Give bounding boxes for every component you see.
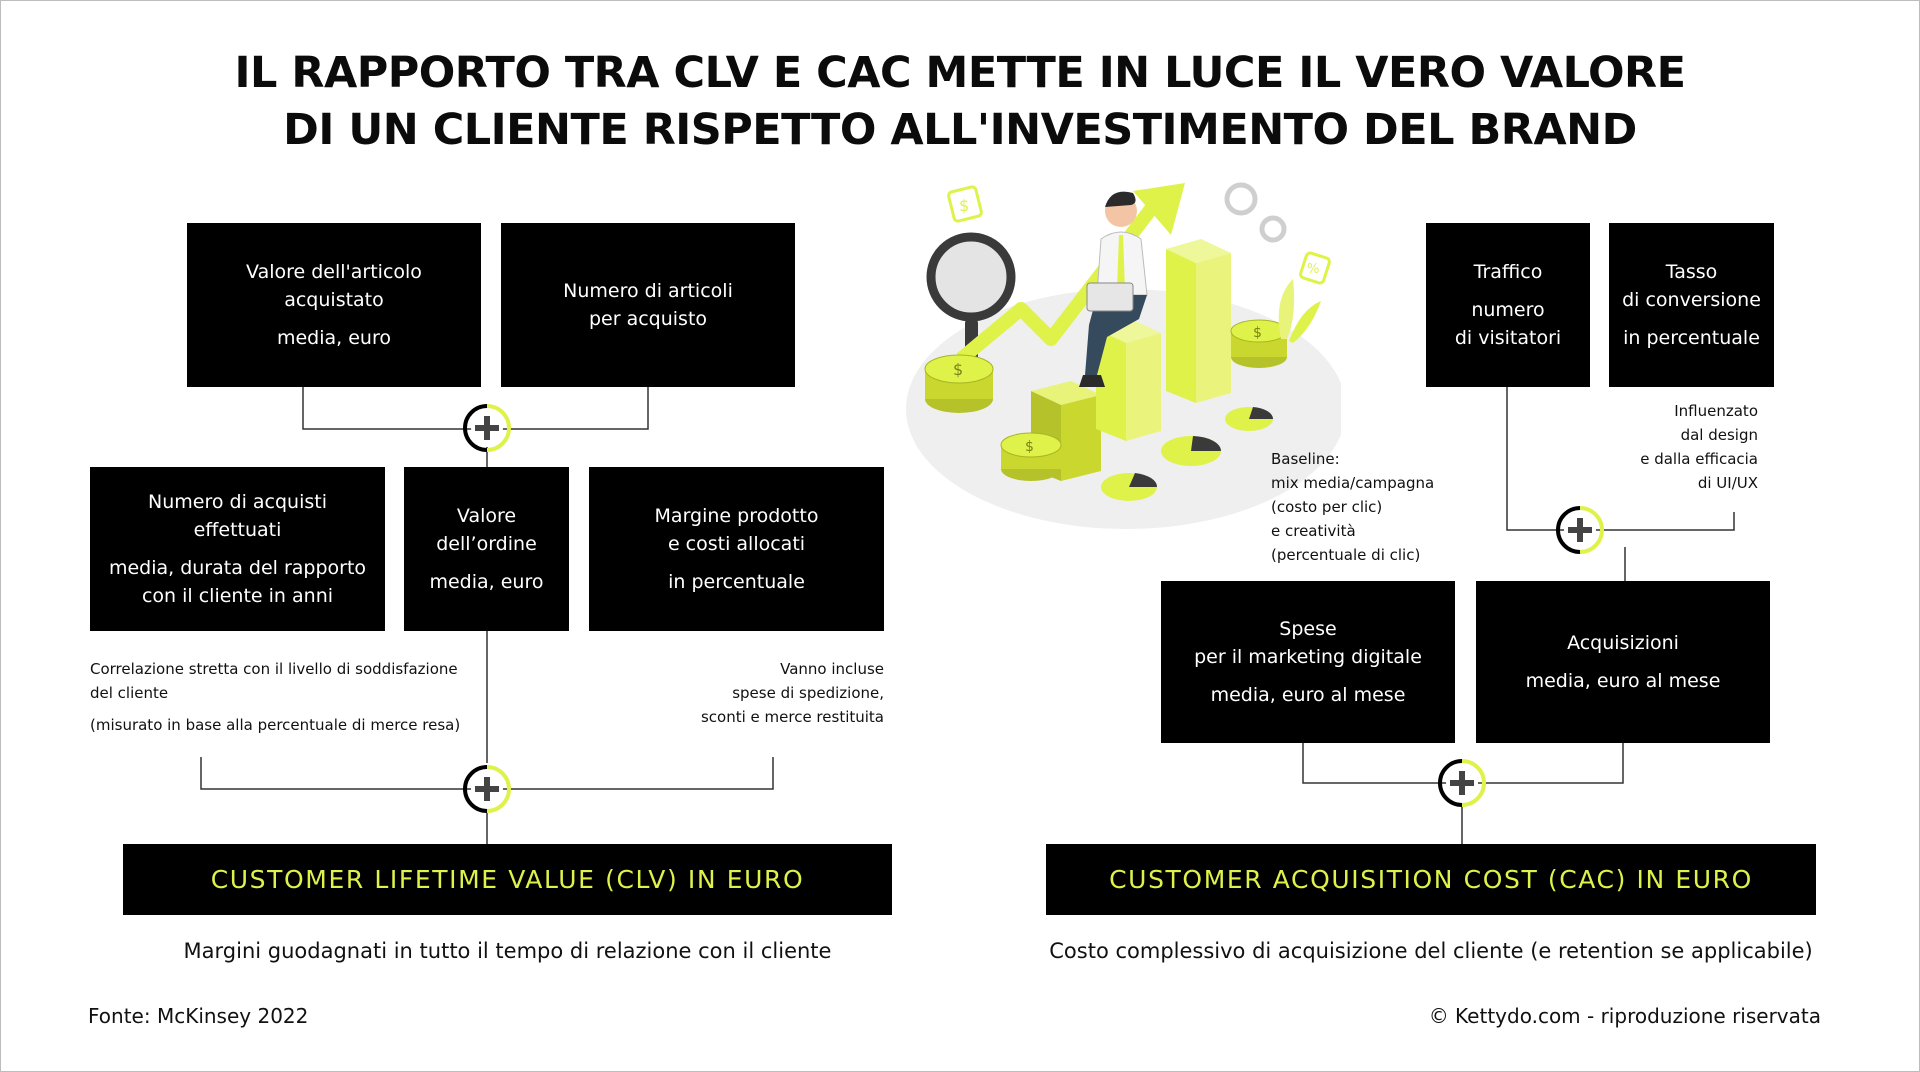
box-digital-marketing-spend	[1161, 581, 1455, 743]
box-acquisitions	[1476, 581, 1770, 743]
coin-stack-icon	[1001, 433, 1061, 481]
pie-chart-icon	[1225, 407, 1273, 431]
box-line: effettuati	[193, 519, 282, 541]
percent-badge-icon	[1300, 252, 1331, 284]
box-margin	[589, 467, 884, 631]
box-order-value	[404, 467, 569, 631]
box-line: acquistato	[284, 289, 384, 311]
dollar-badge-icon	[948, 186, 982, 222]
note-costs-included	[641, 657, 884, 729]
box-line: Numero di articoli	[563, 280, 733, 302]
note-satisfaction	[90, 657, 460, 737]
box-conversion-rate	[1609, 223, 1774, 387]
svg-text:$: $	[953, 360, 964, 379]
clv-caption: Margini guodagnati in tutto il tempo di relazione con il cliente	[183, 939, 832, 963]
title-line-1: IL RAPPORTO TRA CLV E CAC METTE IN LUCE IL VERO VALORE	[234, 48, 1686, 98]
box-line: Valore dell'articolo	[246, 261, 422, 283]
box-line: Margine prodotto	[654, 505, 819, 527]
box-line: Tasso	[1665, 261, 1718, 283]
box-article-value	[187, 223, 481, 387]
box-line: Acquisizioni	[1567, 632, 1679, 654]
cac-result-bar: CUSTOMER ACQUISITION COST (CAC) IN EURO	[1046, 844, 1816, 915]
note-line: Correlazione stretta con il livello di soddisfazione	[90, 660, 458, 678]
coin-stack-icon	[925, 355, 993, 413]
box-line: in percentuale	[1623, 327, 1760, 349]
box-line: per acquisto	[588, 308, 708, 330]
note-line: (misurato in base alla percentuale di merce resa)	[90, 716, 461, 734]
plus-icon	[1438, 759, 1486, 807]
box-line: dell’ordine	[436, 533, 537, 555]
box-line: media, durata del rapporto	[108, 557, 367, 579]
box-line: di conversione	[1622, 289, 1761, 311]
box-line: Traffico	[1473, 261, 1543, 283]
box-line: Spese	[1279, 618, 1337, 640]
box-line: per il marketing digitale	[1194, 646, 1422, 668]
plus-icon	[463, 404, 511, 452]
note-line: dal design	[1680, 426, 1758, 444]
svg-text:%: %	[1307, 262, 1320, 277]
box-line: Valore	[456, 505, 517, 527]
note-line: sconti e merce restituita	[700, 708, 884, 726]
footer-source: Fonte: McKinsey 2022	[88, 1004, 309, 1028]
note-line: Influenzato	[1674, 402, 1758, 420]
svg-text:$: $	[1253, 325, 1262, 341]
pie-chart-icon	[1101, 473, 1157, 501]
box-traffic	[1426, 223, 1590, 387]
cac-caption: Costo complessivo di acquisizione del cliente (e retention se applicabile)	[1049, 939, 1813, 963]
box-purchases	[90, 467, 385, 631]
clv-result-bar: CUSTOMER LIFETIME VALUE (CLV) IN EURO	[123, 844, 892, 915]
coin-stack-icon	[1231, 320, 1287, 368]
box-line: e costi allocati	[667, 533, 806, 555]
note-line: spese di spedizione,	[732, 684, 884, 702]
note-line: Vanno incluse	[780, 660, 884, 678]
pie-chart-icon	[1161, 436, 1221, 466]
box-line: numero	[1471, 299, 1545, 321]
note-line: (percentuale di clic)	[1271, 546, 1421, 564]
note-line: del cliente	[90, 684, 169, 702]
box-line: media, euro al mese	[1525, 670, 1721, 692]
note-baseline	[1271, 447, 1434, 567]
box-line: media, euro al mese	[1210, 684, 1406, 706]
note-line: mix media/campagna	[1271, 474, 1435, 492]
box-line: media, euro	[429, 571, 544, 593]
note-line: (costo per clic)	[1271, 498, 1383, 516]
title-line-2: DI UN CLIENTE RISPETTO ALL'INVESTIMENTO DEL BRAND	[283, 105, 1637, 155]
plant-icon	[1279, 279, 1321, 343]
box-line: con il cliente in anni	[141, 585, 334, 607]
box-line: media, euro	[276, 327, 391, 349]
plus-icon	[1556, 506, 1604, 554]
note-line: Baseline:	[1271, 450, 1340, 468]
svg-text:$: $	[1025, 439, 1034, 455]
note-line: e dalla efficacia	[1640, 450, 1758, 468]
plus-icon	[463, 765, 511, 813]
note-line: di UI/UX	[1697, 474, 1758, 492]
footer-copyright: © Kettydo.com - riproduzione riservata	[1428, 1004, 1821, 1028]
svg-text:$: $	[959, 196, 970, 215]
box-line: di visitatori	[1454, 327, 1562, 349]
note-design	[1561, 399, 1758, 495]
box-line: in percentuale	[668, 571, 805, 593]
box-items-per-purchase	[501, 223, 795, 387]
box-line: Numero di acquisti	[148, 491, 327, 513]
note-line: e creatività	[1271, 522, 1356, 540]
gear-icon	[1227, 185, 1284, 240]
